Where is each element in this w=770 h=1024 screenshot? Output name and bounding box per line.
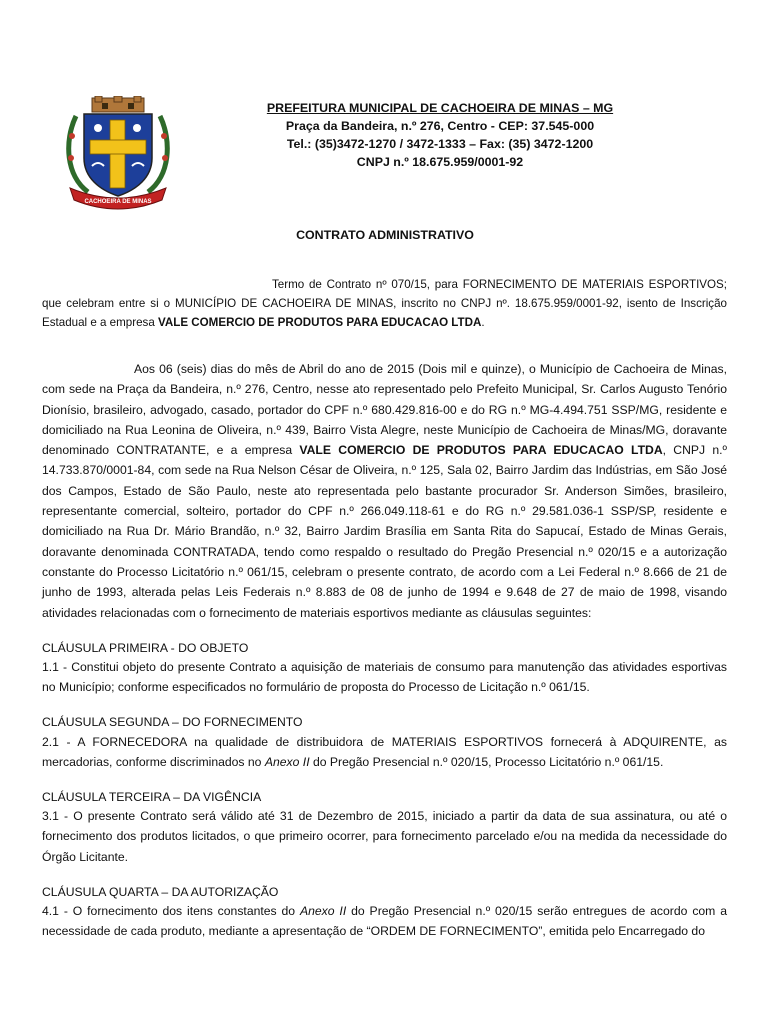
preamble-paragraph bbox=[42, 359, 727, 623]
clause-4-text-a: 4.1 - O fornecimento dos itens constantes do bbox=[42, 904, 300, 918]
clause-3-text: 3.1 - O presente Contrato será válido até 31 de Dezembro de 2015, iniciado a partir da data de sua assinatura, ou até o fornecimento dos produtos licitados, o que primeiro ocorrer, para fornecimento parcelado e/ou na medida da necessidade do Órgão Licitante. bbox=[42, 809, 727, 864]
crest-ribbon-text: CACHOEIRA DE MINAS bbox=[84, 199, 152, 205]
municipality-title: PREFEITURA MUNICIPAL DE CACHOEIRA DE MINAS – MG bbox=[266, 101, 614, 115]
contract-summary bbox=[42, 275, 727, 332]
clause-4-text-b: do Pregão Presencial n.º 020/15 serão entregues de acordo com a necessidade de cada produto, mediante a apresentação de “ORDEM DE FORNECIMENTO”, emitida pelo Encarregado do bbox=[42, 904, 728, 939]
municipal-coat-of-arms-icon bbox=[62, 96, 174, 214]
municipality-phones: Tel.: (35)3472-1270 / 3472-1333 – Fax: (35) 3472-1200 bbox=[286, 137, 594, 151]
clause-2-text-a: 2.1 - A FORNECEDORA na qualidade de distribuidora de MATERIAIS ESPORTIVOS fornecerá à ADQUIRENTE, as mercadorias, conforme discriminados no bbox=[42, 735, 727, 770]
letterhead bbox=[180, 99, 700, 171]
clause-4-annex: Anexo II bbox=[299, 904, 347, 918]
summary-company: VALE COMERCIO DE PRODUTOS PARA EDUCACAO LTDA bbox=[158, 316, 482, 329]
clause-2-text-b: do Pregão Presencial n.º 020/15, Processo Licitatório n.º 061/15. bbox=[309, 755, 664, 770]
preamble-part2: , CNPJ n.º 14.733.870/0001-84, com sede na Rua Nelson César de Oliveira, n.º 125, Sala 02, Bairro Jardim das Indústrias, em São José dos Campos, Estado de São Paulo, neste ato representada pelo bastante procurador Sr. Anderson Simões, brasileiro, representante comercial, solteiro, portador do CPF n.º 266.049.118-61 e do RG n.º 29.581.036-1 SSP/SP, residente e domiciliado na Rua Dr. Mário Brandão, n.º 32, Bairro Jardim Brasília em Santa Rita do Sapucaí, Estado de Minas Gerais, doravante denominada CONTRATADA, tendo como respaldo o resultado do Pregão Presencial n.º 020/15 e a autorização constante do Processo Licitatório n.º 061/15, celebram o presente contrato, de acordo com a Lei Federal n.º 8.666 de 21 de junho de 1993, alterada pelas Leis Federais n.º 8.883 de 08 de junho de 1994 e 9.648 de 27 de maio de 1998, visando atividades relacionadas com o fornecimento de materiais esportivos mediante as cláusulas seguintes: bbox=[42, 443, 727, 620]
clause-1-text: 1.1 - Constitui objeto do presente Contrato a aquisição de materiais de consumo para manutenção das atividades esportivas no Município; conforme especificados no formulário de proposta do Processo de Licitação n.º 061/15. bbox=[42, 660, 727, 695]
municipality-cnpj: CNPJ n.º 18.675.959/0001-92 bbox=[356, 155, 524, 169]
clause-4-title: CLÁUSULA QUARTA – DA AUTORIZAÇÃO bbox=[42, 885, 279, 899]
document-title: CONTRATO ADMINISTRATIVO bbox=[296, 228, 474, 242]
clause-2-title: CLÁUSULA SEGUNDA – DO FORNECIMENTO bbox=[42, 715, 303, 729]
clause-4-text bbox=[42, 901, 727, 942]
clause-3-title: CLÁUSULA TERCEIRA – DA VIGÊNCIA bbox=[42, 790, 262, 804]
preamble-part1: Aos 06 (seis) dias do mês de Abril do ano de 2015 (Dois mil e quinze), o Município de Cachoeira de Minas, com sede na Praça da Bandeira, n.º 276, Centro, nesse ato representado pelo Prefeito Municipal, Sr. Carlos Augusto Tenório Dionísio, brasileiro, advogado, casado, portador do CPF n.º 680.429.816-00 e do RG n.º MG-4.494.751 SSP/MG, residente e domiciliado na Rua Leonina de Oliveira, n.º 439, Bairro Vista Alegre, neste Município de Cachoeira de Minas/MG, doravante denominado CONTRATANTE, e a empresa bbox=[42, 362, 727, 458]
municipality-address: Praça da Bandeira, n.º 276, Centro - CEP: 37.545-000 bbox=[285, 119, 595, 133]
summary-end: . bbox=[481, 316, 485, 329]
summary-text: Termo de Contrato nº 070/15, para FORNECIMENTO DE MATERIAIS ESPORTIVOS; que celebram entre si o MUNICÍPIO DE CACHOEIRA DE MINAS, inscrito no CNPJ nº. 18.675.959/0001-92, isento de Inscrição Estadual e a empresa bbox=[42, 278, 727, 329]
clause-2-annex: Anexo II bbox=[264, 755, 310, 770]
clause-1-title: CLÁUSULA PRIMEIRA - DO OBJETO bbox=[42, 641, 249, 655]
clause-2-text bbox=[42, 732, 727, 773]
preamble-company: VALE COMERCIO DE PRODUTOS PARA EDUCACAO LTDA bbox=[299, 443, 663, 458]
